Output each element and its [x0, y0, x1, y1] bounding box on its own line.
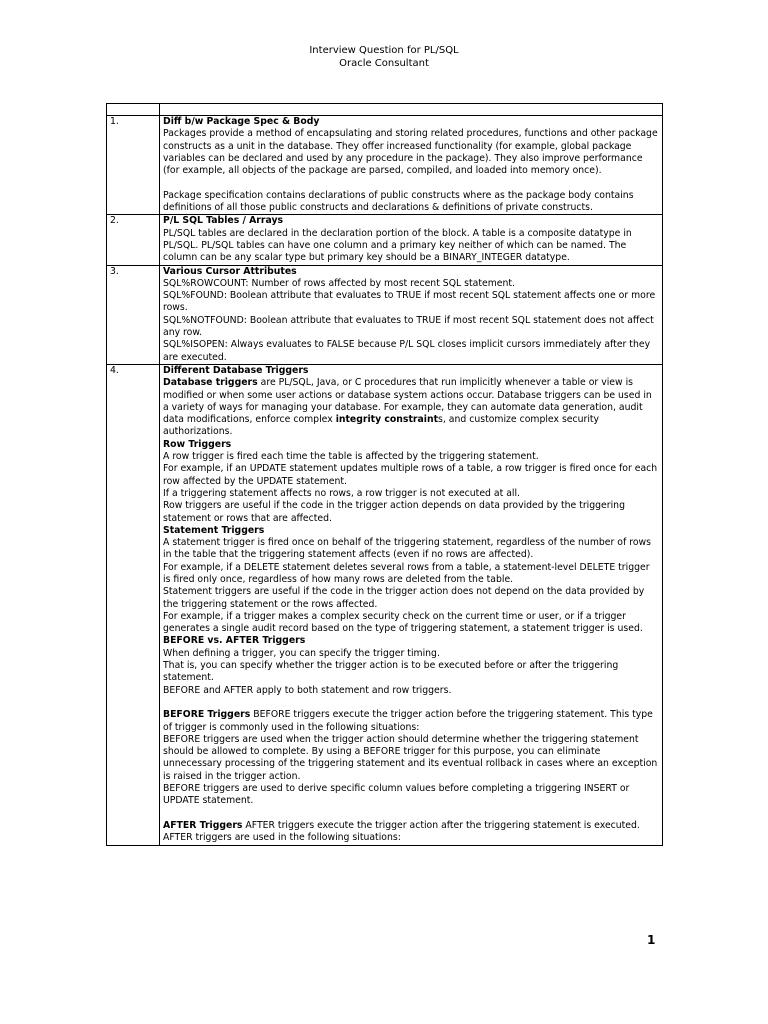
- statement-triggers-heading: Statement Triggers: [163, 524, 265, 536]
- table-row: [107, 364, 663, 845]
- row-triggers-line: A row trigger is fired each time the table is affected by the triggering statement.: [163, 451, 539, 463]
- row-content: [160, 116, 663, 215]
- intro-bold-lead: Database triggers: [163, 377, 258, 389]
- paragraph-gap: [163, 697, 659, 709]
- row-triggers-line: Row triggers are useful if the code in the trigger action depends on data provided by the triggering statement or rows that are affected.: [163, 500, 625, 524]
- spacer-cell-content: [160, 104, 663, 116]
- row-number: 4.: [107, 364, 160, 845]
- row-content: [160, 215, 663, 265]
- header-title: Interview Question for PL/SQL: [309, 45, 459, 56]
- after-triggers-text: AFTER triggers execute the trigger action after the triggering statement is executed. AFTER triggers are used in the following situations:: [163, 819, 640, 844]
- document-header: [0, 44, 768, 70]
- before-triggers-line: BEFORE triggers are used to derive specific column values before completing a triggering INSERT or UPDATE statement.: [163, 783, 630, 807]
- row-title: Different Database Triggers: [163, 364, 309, 376]
- statement-triggers-line: For example, if a trigger makes a complex security check on the current time or user, or if a trigger generates a single audit record based on the type of triggering statement, a statement trigger is used.: [163, 610, 643, 635]
- attribute-found: SQL%FOUND: Boolean attribute that evaluates to TRUE if most recent SQL statement affects one or more rows.: [163, 290, 656, 314]
- paragraph: Packages provide a method of encapsulating and storing related procedures, functions and other package constructs as a unit in the database. They offer increased functionality (for example, global package variables can be declared and used by any procedure in the package). They also improve performance (for example, all objects of the package are parsed, compiled, and loaded into memory once).: [163, 128, 658, 177]
- row-triggers-heading: Row Triggers: [163, 438, 232, 450]
- before-after-line: BEFORE and AFTER apply to both statement and row triggers.: [163, 684, 452, 696]
- row-title: Various Cursor Attributes: [163, 265, 297, 277]
- table-row: [107, 215, 663, 265]
- row-triggers-line: For example, if an UPDATE statement updates multiple rows of a table, a row trigger is fired once for each row affected by the UPDATE statement.: [163, 463, 658, 487]
- before-triggers-text: BEFORE triggers execute the trigger action before the triggering statement. This type of trigger is commonly used in the following situations:: [163, 709, 653, 733]
- intro-text-b: s, and customize complex security authorizations.: [163, 414, 600, 438]
- paragraph-gap: [163, 177, 659, 189]
- paragraph: PL/SQL tables are declared in the declaration portion of the block. A table is a composite datatype in PL/SQL. PL/SQL tables can have one column and a primary key neither of which can be named. The column can be any scalar type but primary key should be a BINARY_INTEGER datatype.: [163, 227, 632, 264]
- page-number: 1: [647, 933, 656, 947]
- attribute-rowcount: SQL%ROWCOUNT: Number of rows affected by most recent SQL statement.: [163, 277, 515, 289]
- after-triggers-intro: [163, 820, 659, 845]
- before-after-heading: BEFORE vs. AFTER Triggers: [163, 635, 306, 647]
- paragraph: Package specification contains declarations of public constructs where as the package body contains definitions of all those public constructs and declarations & definitions of private constructs.: [163, 189, 634, 214]
- before-triggers-bold: BEFORE Triggers: [163, 709, 251, 721]
- row-number: 2.: [107, 215, 160, 265]
- qa-table: [106, 103, 663, 846]
- intro-bold-mid: integrity constraint: [335, 414, 439, 426]
- row-title: Diff b/w Package Spec & Body: [163, 116, 320, 127]
- statement-triggers-line: Statement triggers are useful if the code in the trigger action does not depend on the data provided by the triggering statement or the rows affected.: [163, 586, 645, 610]
- after-triggers-bold: AFTER Triggers: [163, 819, 243, 831]
- before-after-line: That is, you can specify whether the trigger action is to be executed before or after the triggering statement.: [163, 660, 619, 684]
- trigger-intro: [163, 377, 659, 438]
- attribute-isopen: SQL%ISOPEN: Always evaluates to FALSE because P/L SQL closes implicit cursors immediately after they are executed.: [163, 339, 651, 363]
- paragraph-gap: [163, 808, 659, 820]
- table-row: [107, 116, 663, 215]
- spacer-cell-number: [107, 104, 160, 116]
- row-title: P/L SQL Tables / Arrays: [163, 215, 284, 227]
- row-number: 1.: [107, 116, 160, 215]
- row-content: [160, 364, 663, 845]
- intro-text-a: are PL/SQL, Java, or C procedures that run implicitly whenever a table or view is modified or when some user actions or database system actions occur. Database triggers can be used in a variety of ways for managing your database. For example, they can automate data generation, audit data modifications, enforce complex: [163, 377, 652, 426]
- row-triggers-line: If a triggering statement affects no rows, a row trigger is not executed at all.: [163, 487, 521, 499]
- row-number: 3.: [107, 265, 160, 364]
- statement-triggers-line: For example, if a DELETE statement deletes several rows from a table, a statement-level DELETE trigger is fired only once, regardless of how many rows are deleted from the table.: [163, 561, 650, 585]
- before-triggers-intro: [163, 709, 659, 734]
- table-row: [107, 265, 663, 364]
- before-triggers-line: BEFORE triggers are used when the trigger action should determine whether the triggering statement should be allowed to complete. By using a BEFORE trigger for this purpose, you can eliminate unnecessary processing of the triggering statement and its eventual rollback in cases where an exception is raised in the trigger action.: [163, 733, 658, 782]
- statement-triggers-line: A statement trigger is fired once on behalf of the triggering statement, regardless of the number of rows in the table that the triggering statement affects (even if no rows are affected).: [163, 537, 651, 561]
- attribute-notfound: SQL%NOTFOUND: Boolean attribute that evaluates to TRUE if most recent SQL statement does not affect any row.: [163, 314, 654, 339]
- table-spacer-row: [107, 104, 663, 116]
- row-content: [160, 265, 663, 364]
- before-after-line: When defining a trigger, you can specify the trigger timing.: [163, 647, 440, 659]
- header-subtitle: Oracle Consultant: [339, 58, 429, 69]
